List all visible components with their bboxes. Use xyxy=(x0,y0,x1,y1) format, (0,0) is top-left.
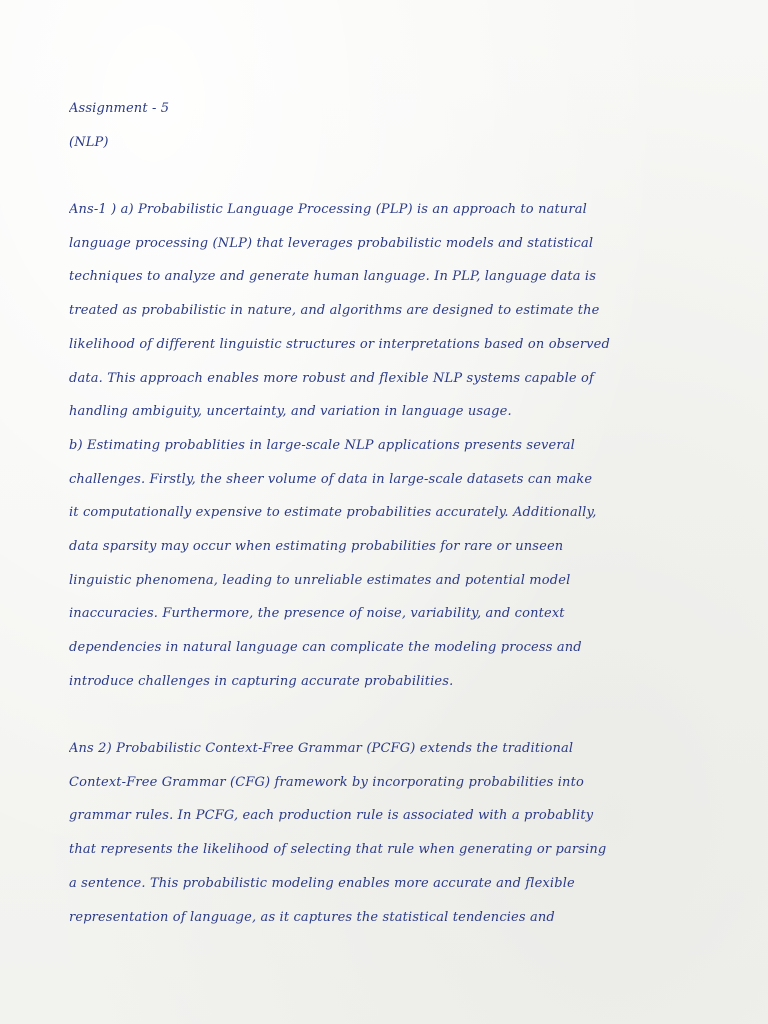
answer-line: language processing (NLP) that leverages probabilistic models and statistical xyxy=(69,235,594,251)
answer-line: introduce challenges in capturing accurate probabilities. xyxy=(69,673,454,689)
answer-line: data. This approach enables more robust and flexible NLP systems capable of xyxy=(69,370,594,386)
answer-line: inaccuracies. Furthermore, the presence of noise, variability, and context xyxy=(69,606,565,622)
answer-line: that represents the likelihood of selecting that rule when generating or parsing xyxy=(69,842,607,858)
assignment-subtitle: (NLP) xyxy=(69,134,109,150)
answer-1 xyxy=(69,193,719,698)
answer-2 xyxy=(69,732,719,934)
answer-line: it computationally expensive to estimate probabilities accurately. Additionally, xyxy=(69,505,597,521)
answer-line: handling ambiguity, uncertainty, and variation in language usage. xyxy=(69,404,512,420)
assignment-title: Assignment - 5 xyxy=(69,101,170,116)
answer-line: data sparsity may occur when estimating probabilities for rare or unseen xyxy=(69,538,564,554)
blank-line xyxy=(69,159,719,193)
answer-line: treated as probabilistic in nature, and algorithms are designed to estimate the xyxy=(69,303,600,319)
answer-line: Ans 2) Probabilistic Context-Free Grammar (PCFG) extends the traditional xyxy=(69,741,574,757)
answer-line: b) Estimating probablities in large-scale NLP applications presents several xyxy=(69,437,575,453)
answer-line: likelihood of different linguistic structures or interpretations based on observed xyxy=(69,336,610,352)
answer-line: representation of language, as it captures the statistical tendencies and xyxy=(69,909,555,925)
answer-line: techniques to analyze and generate human language. In PLP, language data is xyxy=(69,269,597,285)
page-content xyxy=(69,92,719,934)
answer-line: challenges. Firstly, the sheer volume of data in large-scale datasets can make xyxy=(69,471,593,487)
answer-line: grammar rules. In PCFG, each production rule is associated with a probablity xyxy=(69,808,594,824)
blank-line xyxy=(69,698,719,732)
answer-line: dependencies in natural language can complicate the modeling process and xyxy=(69,640,582,655)
answer-line: a sentence. This probabilistic modeling enables more accurate and flexible xyxy=(69,875,575,891)
answer-line: Context-Free Grammar (CFG) framework by incorporating probabilities into xyxy=(69,774,584,790)
answer-line: Ans-1 ) a) Probabilistic Language Processing (PLP) is an approach to natural xyxy=(69,202,587,218)
answer-line: linguistic phenomena, leading to unreliable estimates and potential model xyxy=(69,572,571,588)
